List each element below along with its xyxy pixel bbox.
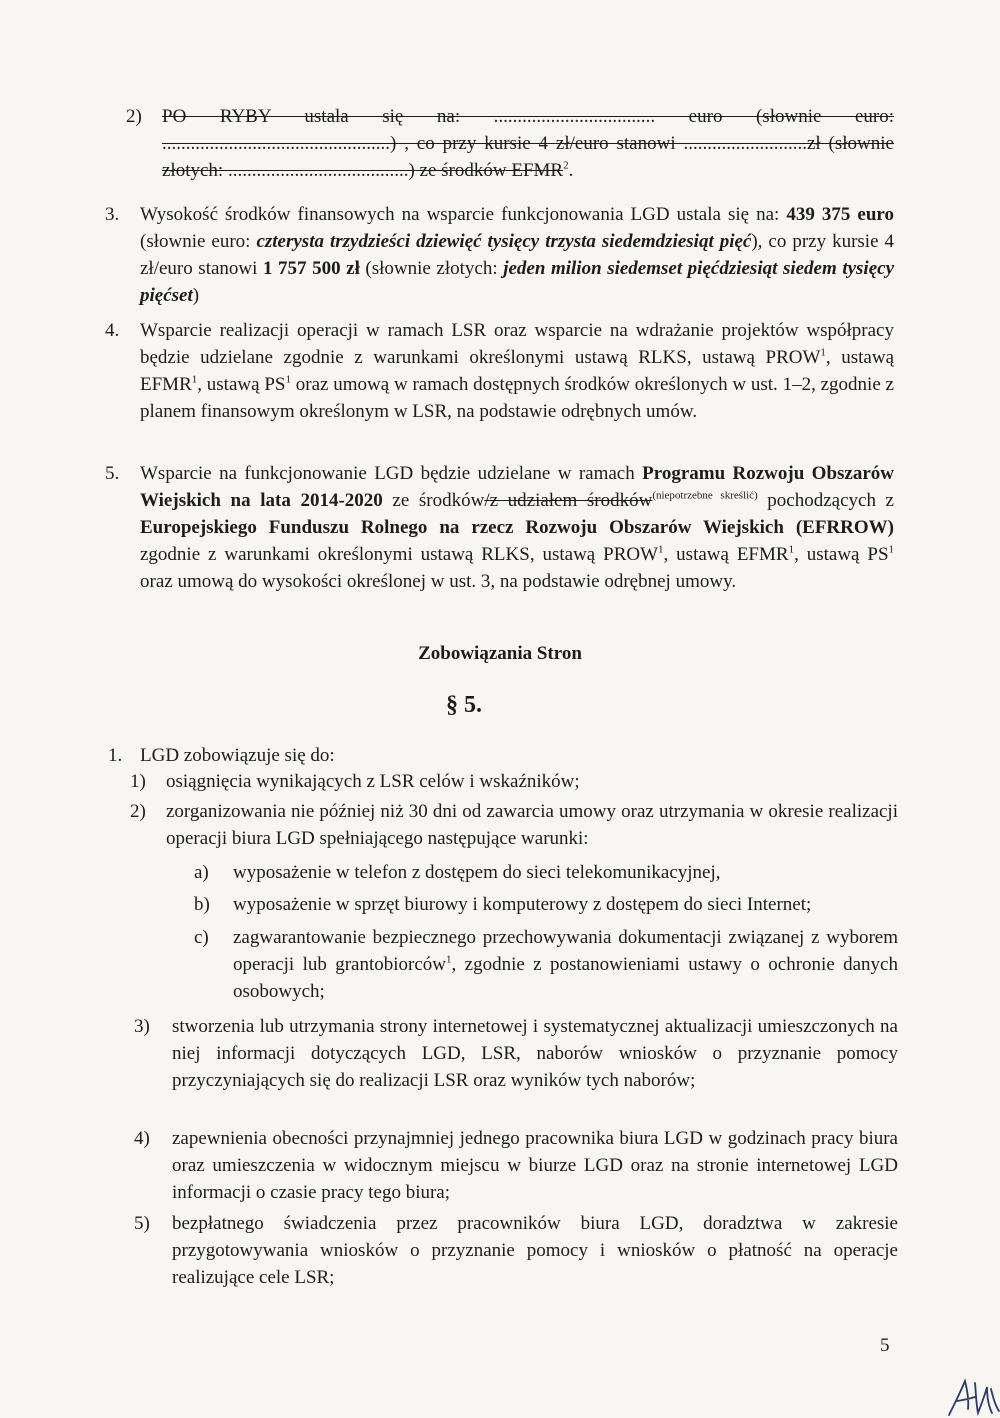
item-number: 5. bbox=[105, 463, 120, 484]
footnote-ref: 1 bbox=[820, 346, 826, 359]
sublist-item bbox=[233, 924, 898, 1005]
fund-name: Europejskiego Funduszu Rolnego na rzecz Rozwoju Obszarów Wiejskich (EFRROW) bbox=[140, 517, 894, 538]
list-item: zapewnienia obecności przynajmniej jednego pracownika biura LGD w godzinach pracy biura oraz umieszczenia w widocznym miejscu w biurze LGD oraz na stronie internetowej LGD informacji o czasie pracy tego biura; bbox=[172, 1128, 898, 1203]
program-name: Programu Rozwoju Obszarów Wiejskich na lata 2014-2020 bbox=[140, 463, 894, 511]
text: Wysokość środków finansowych na wsparcie funkcjonowania LGD ustala się na: bbox=[140, 204, 787, 225]
item-number: 1. bbox=[108, 745, 123, 766]
text: (słownie złotych: bbox=[359, 258, 504, 279]
list-item-number: 3) bbox=[134, 1016, 150, 1037]
footnote-note: (niepotrzebne skreślić) bbox=[652, 489, 758, 502]
amount-euro: 439 375 euro bbox=[786, 204, 895, 225]
sublist-item-number: c) bbox=[194, 927, 209, 948]
struck-text: PO RYBY ustala się na: .................................. euro (słownie euro: ................................................) , co przy kursie 4 zł/euro stanowi ..........................zł (słownie złotych: ......................................) ze środków EFMR bbox=[162, 106, 894, 181]
text: , zgodnie z postanowieniami ustawy o ochronie danych osobowych; bbox=[233, 954, 898, 1002]
footnote-ref: 1 bbox=[658, 543, 664, 556]
list-item-number: 1) bbox=[130, 771, 146, 792]
paragraph-lgd-obligations: LGD zobowiązuje się do: bbox=[140, 745, 335, 766]
item-number: 3. bbox=[105, 204, 120, 225]
struck-text: /z udziałem środków bbox=[484, 490, 653, 511]
list-item-number: 5) bbox=[134, 1213, 150, 1234]
amount-pln: 1 757 500 zł bbox=[262, 258, 360, 279]
text: zgodnie z warunkami określonymi ustawą RLKS, ustawą PROW bbox=[140, 544, 659, 565]
text: , ustawą EFMR bbox=[663, 544, 789, 565]
footnote-ref: 1 bbox=[888, 543, 895, 556]
list-item: zorganizowania nie później niż 30 dni od zawarcia umowy oraz utrzymania w okresie realizacji operacji biura LGD spełniającego następujące warunki: bbox=[166, 801, 898, 849]
text: , ustawą EFMR bbox=[140, 347, 895, 395]
text: ) bbox=[192, 285, 200, 306]
footnote-ref: 1 bbox=[285, 373, 291, 386]
sublist-item: wyposażenie w telefon z dostępem do sieci telekomunikacyjnej, bbox=[233, 862, 721, 883]
section-heading: Zobowiązania Stron bbox=[418, 643, 582, 664]
list-item: stworzenia lub utrzymania strony internetowej i systematycznej aktualizacji umieszczonych na niej informacji dotyczących LGD, LSR, naborów wniosków o przyznanie pomocy przyczyniających się do realizacji LSR oraz wyników tych naborów; bbox=[172, 1016, 898, 1091]
text: pochodzących z bbox=[757, 490, 894, 511]
footnote-ref: 2 bbox=[563, 159, 569, 172]
page-number: 5 bbox=[880, 1335, 890, 1356]
section-number: § 5. bbox=[446, 692, 482, 718]
item-number: 4. bbox=[105, 320, 120, 341]
punctuation: . bbox=[568, 160, 574, 181]
paragraph-prow-support bbox=[140, 460, 894, 595]
text: oraz umową w ramach dostępnych środków określonych w ust. 1–2, zgodnie z planem finansowym określonym w LSR, na podstawie odrębnych umów. bbox=[140, 374, 894, 422]
text: ), co przy kursie 4 zł/euro stanowi bbox=[140, 231, 894, 279]
paragraph-lgd-funding bbox=[140, 201, 894, 309]
list-item: bezpłatnego świadczenia przez pracowników biura LGD, doradztwa w zakresie przygotowywania wniosków o przyznanie pomocy i wniosków o płatność na operacje realizujące cele LSR; bbox=[172, 1213, 898, 1288]
footnote-ref: 1 bbox=[446, 953, 452, 966]
text: Wsparcie na funkcjonowanie LGD będzie udzielane w ramach bbox=[140, 463, 643, 484]
amount-euro-words: czterysta trzydzieści dziewięć tysięcy trzysta siedemdziesiąt pięć bbox=[256, 231, 752, 252]
text: zagwarantowanie bezpiecznego przechowywania dokumentacji związanej z wyborem operacji lub grantobiorców bbox=[233, 927, 898, 975]
footnote-ref: 1 bbox=[788, 543, 795, 556]
text: , ustawą PS bbox=[197, 374, 286, 395]
handwritten-signature bbox=[945, 1375, 1000, 1418]
struck-paragraph-po-ryby bbox=[162, 103, 894, 184]
sublist-item: wyposażenie w sprzęt biurowy i komputerowy z dostępem do sieci Internet; bbox=[233, 894, 812, 915]
text: , ustawą PS bbox=[794, 544, 889, 565]
text: oraz umową do wysokości określonej w ust. 3, na podstawie odrębnej umowy. bbox=[140, 571, 737, 592]
paragraph-operations-support bbox=[140, 317, 894, 425]
list-item: osiągnięcia wynikających z LSR celów i wskaźników; bbox=[166, 771, 580, 792]
sublist-item-number: a) bbox=[194, 862, 209, 883]
sublist-item-number: b) bbox=[194, 894, 210, 915]
list-item-number: 2) bbox=[130, 801, 146, 822]
item-number: 2) bbox=[126, 106, 142, 127]
footnote-ref: 1 bbox=[191, 373, 198, 386]
amount-pln-words: jeden milion siedemset pięćdziesiąt siedem tysięcy pięćset bbox=[140, 258, 894, 306]
text: Wsparcie realizacji operacji w ramach LSR oraz wsparcie na wdrażanie projektów współpracy będzie udzielane zgodnie z warunkami określonymi ustawą RLKS, ustawą PROW bbox=[140, 320, 894, 368]
text: (słownie euro: bbox=[140, 231, 257, 252]
list-item-number: 4) bbox=[134, 1128, 150, 1149]
text: ze środków bbox=[382, 490, 485, 511]
